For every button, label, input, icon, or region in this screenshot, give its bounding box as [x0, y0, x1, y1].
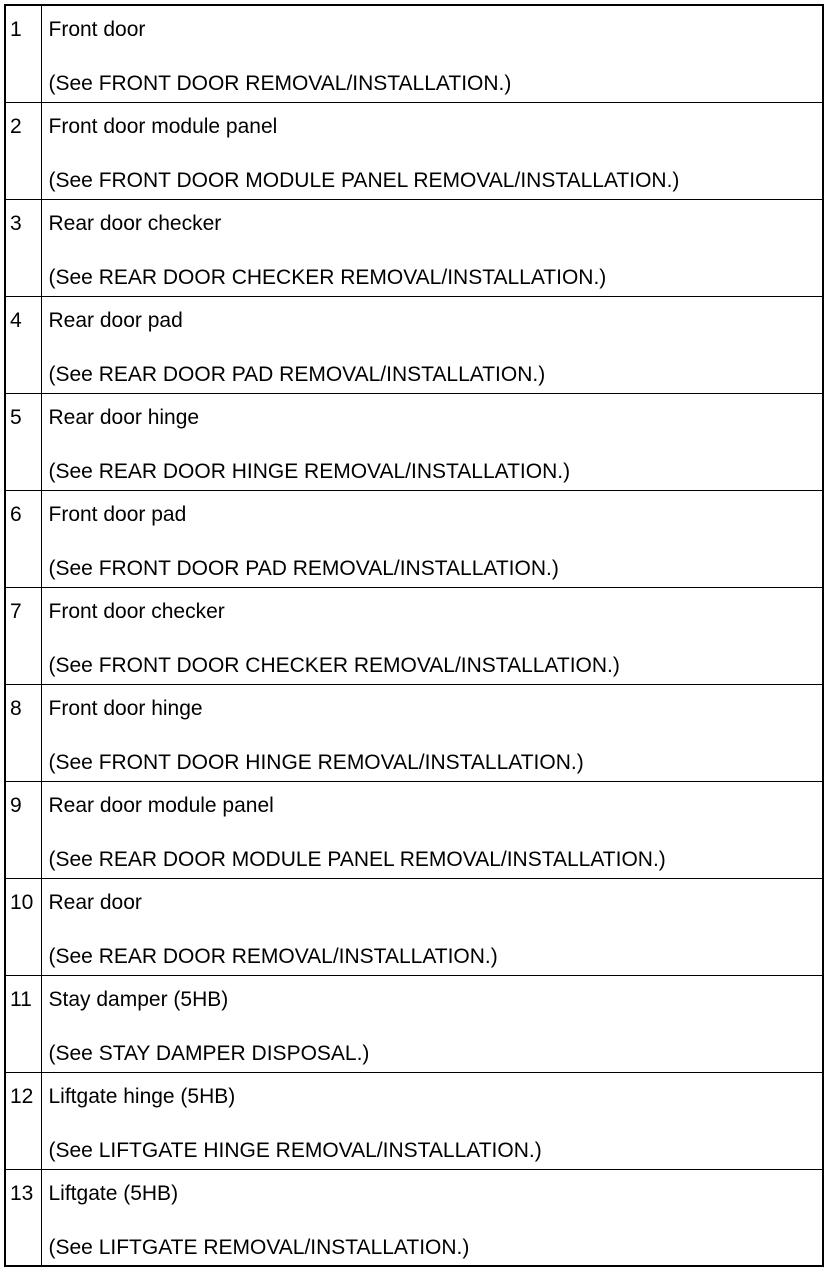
table-row [5, 296, 823, 393]
item-number: 4 [5, 296, 41, 393]
table-row [5, 975, 823, 1072]
item-description [41, 878, 823, 975]
item-description [41, 781, 823, 878]
item-reference: (See REAR DOOR PAD REMOVAL/INSTALLATION.) [48, 362, 546, 386]
table-row [5, 1169, 823, 1266]
item-reference: (See LIFTGATE REMOVAL/INSTALLATION.) [48, 1235, 470, 1259]
item-description [41, 199, 823, 296]
item-number: 1 [5, 5, 41, 102]
item-reference: (See FRONT DOOR HINGE REMOVAL/INSTALLATION.) [48, 750, 584, 774]
item-number: 5 [5, 393, 41, 490]
table-row [5, 684, 823, 781]
item-name: Rear door pad [48, 308, 183, 332]
item-reference: (See STAY DAMPER DISPOSAL.) [48, 1041, 370, 1065]
item-description [41, 684, 823, 781]
item-description [41, 587, 823, 684]
item-name: Front door module panel [48, 114, 278, 138]
item-description [41, 296, 823, 393]
item-number: 8 [5, 684, 41, 781]
item-reference: (See REAR DOOR MODULE PANEL REMOVAL/INSTALLATION.) [48, 847, 666, 871]
item-number: 6 [5, 490, 41, 587]
item-name: Stay damper (5HB) [48, 987, 229, 1011]
table-row [5, 5, 823, 102]
item-number: 13 [5, 1169, 41, 1266]
item-number: 9 [5, 781, 41, 878]
item-name: Liftgate (5HB) [48, 1181, 179, 1205]
table-row [5, 393, 823, 490]
item-number: 10 [5, 878, 41, 975]
item-number: 2 [5, 102, 41, 199]
table-row [5, 102, 823, 199]
item-description [41, 5, 823, 102]
item-description [41, 1169, 823, 1266]
item-description [41, 490, 823, 587]
item-reference: (See REAR DOOR HINGE REMOVAL/INSTALLATION.) [48, 459, 571, 483]
item-name: Front door [48, 18, 146, 41]
table-row [5, 490, 823, 587]
item-name: Rear door checker [48, 211, 222, 235]
item-number: 11 [5, 975, 41, 1072]
item-reference: (See REAR DOOR REMOVAL/INSTALLATION.) [48, 944, 498, 968]
item-description [41, 1072, 823, 1169]
item-reference: (See FRONT DOOR CHECKER REMOVAL/INSTALLATION.) [48, 653, 620, 677]
item-name: Liftgate hinge (5HB) [48, 1084, 236, 1108]
table-row [5, 1072, 823, 1169]
item-number: 12 [5, 1072, 41, 1169]
table-row [5, 199, 823, 296]
item-name: Rear door [48, 890, 142, 914]
item-reference: (See FRONT DOOR REMOVAL/INSTALLATION.) [48, 72, 512, 95]
item-description [41, 393, 823, 490]
parts-table-body [5, 5, 823, 1266]
item-description [41, 975, 823, 1072]
item-reference: (See FRONT DOOR MODULE PANEL REMOVAL/INSTALLATION.) [48, 168, 680, 192]
item-reference: (See FRONT DOOR PAD REMOVAL/INSTALLATION.) [48, 556, 559, 580]
item-name: Front door pad [48, 502, 187, 526]
item-number: 7 [5, 587, 41, 684]
item-description [41, 102, 823, 199]
item-reference: (See LIFTGATE HINGE REMOVAL/INSTALLATION.) [48, 1138, 542, 1162]
parts-table [4, 4, 824, 1267]
item-name: Front door hinge [48, 696, 203, 720]
item-name: Rear door module panel [48, 793, 274, 817]
table-row [5, 587, 823, 684]
item-name: Front door checker [48, 599, 225, 623]
item-name: Rear door hinge [48, 405, 200, 429]
table-row [5, 878, 823, 975]
item-reference: (See REAR DOOR CHECKER REMOVAL/INSTALLATION.) [48, 265, 607, 289]
item-number: 3 [5, 199, 41, 296]
table-row [5, 781, 823, 878]
